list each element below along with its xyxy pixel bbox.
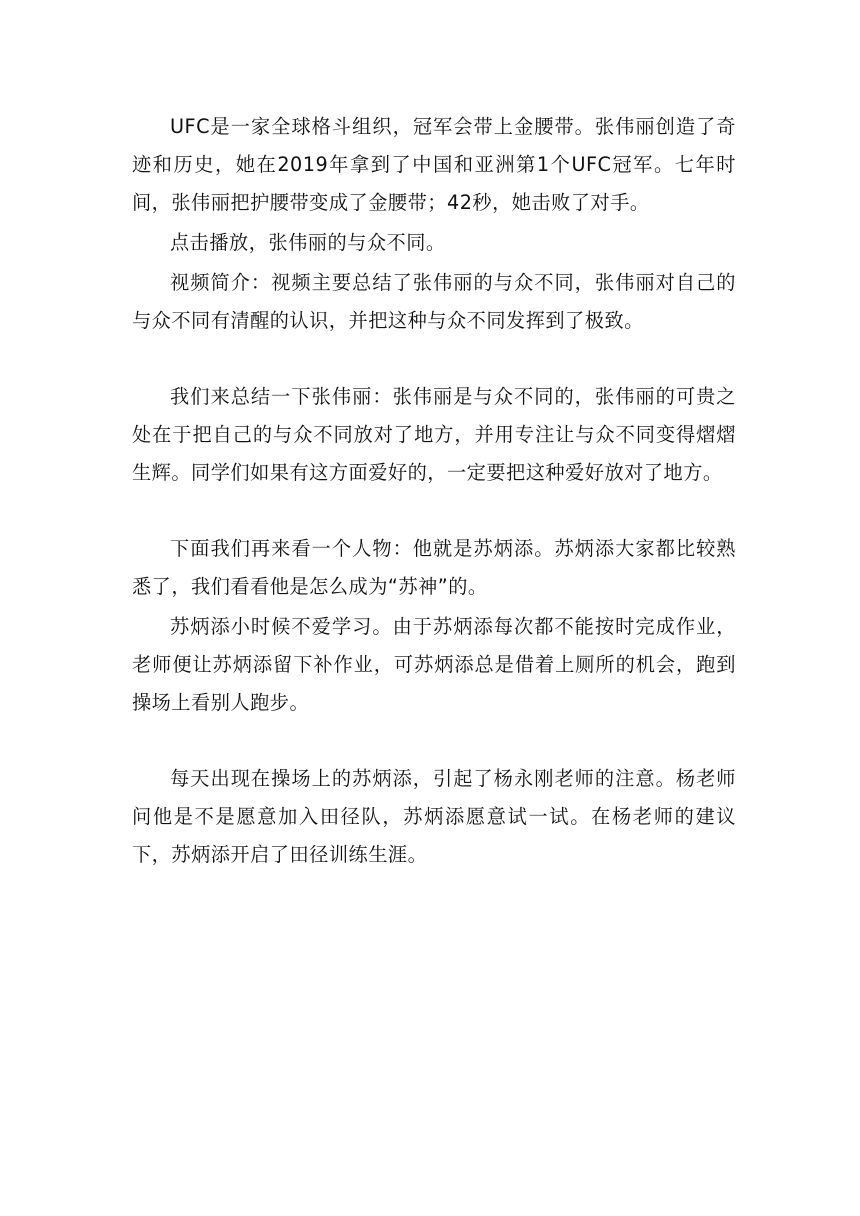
- section-spacer: [132, 340, 736, 378]
- paragraph-ufc-intro: UFC是一家全球格斗组织，冠军会带上金腰带。张伟丽创造了奇迹和历史，她在2019年拿到了中国和亚洲第1个UFC冠军。七年时间，张伟丽把护腰带变成了金腰带；42秒，她击败了对手。: [132, 115, 736, 214]
- paragraph-zhang-summary: 我们来总结一下张伟丽：张伟丽是与众不同的，张伟丽的可贵之处在于把自己的与众不同放对了地方，并用专注让与众不同变得熠熠生辉。同学们如果有这方面爱好的，一定要把这种爱好放对了地方。: [132, 385, 736, 484]
- section-spacer: [132, 722, 736, 760]
- paragraph-su-intro: 下面我们再来看一个人物：他就是苏炳添。苏炳添大家都比较熟悉了，我们看看他是怎么成为“苏神”的。: [132, 537, 736, 598]
- paragraph-video-summary: 视频简介：视频主要总结了张伟丽的与众不同，张伟丽对自己的与众不同有清醒的认识，并把这种与众不同发挥到了极致。: [132, 271, 736, 332]
- paragraph-su-childhood: 苏炳添小时候不爱学习。由于苏炳添每次都不能按时完成作业，老师便让苏炳添留下补作业，可苏炳添总是借着上厕所的机会，跑到操场上看别人跑步。: [132, 615, 736, 714]
- paragraph-play-video: 点击播放，张伟丽的与众不同。: [170, 231, 446, 254]
- paragraph-su-training: 每天出现在操场上的苏炳添，引起了杨永刚老师的注意。杨老师问他是不是愿意加入田径队，苏炳添愿意试一试。在杨老师的建议下，苏炳添开启了田径训练生涯。: [132, 767, 736, 866]
- section-spacer: [132, 492, 736, 530]
- document-body: [132, 108, 736, 874]
